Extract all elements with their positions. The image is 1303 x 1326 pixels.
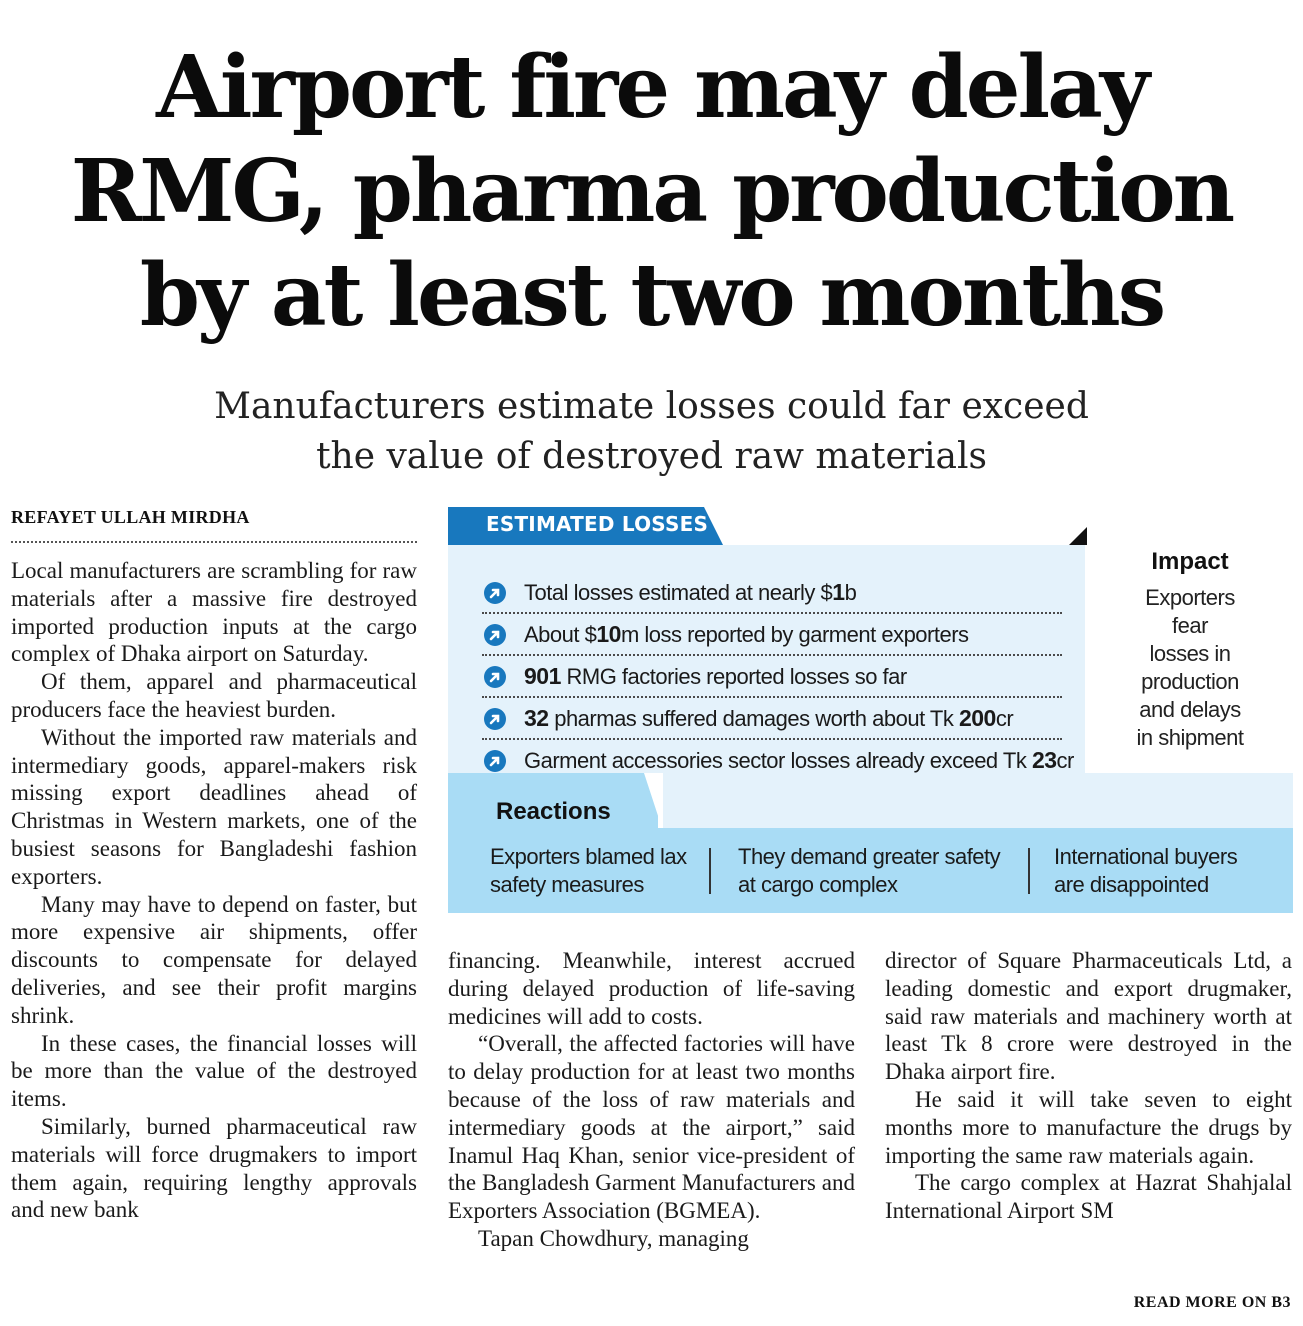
arrow-circle-icon [484, 666, 506, 688]
estimated-losses-tab [448, 507, 723, 545]
arrow-circle-icon [484, 708, 506, 730]
reactions-title: Reactions [496, 798, 611, 825]
paragraph: “Overall, the affected factories will have to delay production for at least two months because of the loss of raw materials and intermediary goods at the airport,” said Inamul Haq Khan, senior vice-president of the Bangladesh Garment Manufacturers and Exporters Association (BGMEA). [448, 1031, 855, 1224]
arrow-circle-icon [484, 624, 506, 646]
paragraph: He said it will take seven to eight months more to manufacture the drugs by importing the same raw materials again. [885, 1086, 1292, 1168]
loss-text: Garment accessories sector losses already exceed Tk 23cr [524, 747, 1074, 773]
impact-line: losses in [1149, 641, 1231, 666]
reaction-line: Exporters blamed lax [490, 844, 687, 869]
subheadline-line: the value of destroyed raw materials [316, 436, 987, 477]
corner-marker [1069, 527, 1087, 545]
impact-line: in shipment [1136, 725, 1244, 750]
subheadline [0, 382, 1303, 482]
reaction-divider [709, 848, 711, 894]
paragraph: Many may have to depend on faster, but more expensive air shipments, offer discounts to compensate for delayed deliveries, and see their profit margins shrink. [11, 891, 417, 1028]
reaction-divider [1028, 848, 1030, 894]
loss-text: Total losses estimated at nearly $1b [524, 579, 857, 605]
impact-line: production [1141, 669, 1239, 694]
reaction-item [738, 843, 1000, 899]
loss-item [482, 698, 1062, 740]
headline-line: by at least two months [139, 245, 1164, 346]
estimated-losses-title: ESTIMATED LOSSES [486, 512, 709, 536]
reaction-line: are disappointed [1054, 872, 1209, 897]
loss-text: About $10m loss reported by garment exporters [524, 621, 969, 647]
paragraph: The cargo complex at Hazrat Shahjalal International Airport SM [885, 1170, 1292, 1224]
paragraph: Similarly, burned pharmaceutical raw materials will force drugmakers to import them again, requiring lengthy approvals and new bank [11, 1113, 417, 1223]
impact-line: fear [1172, 613, 1208, 638]
paragraph: Of them, apparel and pharmaceutical producers face the heaviest burden. [11, 669, 417, 722]
paragraph: Local manufacturers are scrambling for raw materials after a massive fire destroyed imported production inputs at the cargo complex of Dhaka airport on Saturday. [11, 558, 417, 667]
loss-item [482, 614, 1062, 656]
paragraph: Without the imported raw materials and intermediary goods, apparel-makers risk missing export deadlines ahead of Christmas in Western markets, one of the busiest seasons for Bangladeshi fashion exporters. [11, 724, 417, 889]
reaction-line: They demand greater safety [738, 844, 1001, 869]
article-column-2 [448, 947, 855, 1253]
article-column-3 [885, 947, 1292, 1225]
arrow-circle-icon [484, 750, 506, 772]
reaction-line: at cargo complex [738, 872, 898, 897]
loss-text: 901 RMG factories reported losses so far [524, 663, 907, 689]
losses-list [482, 572, 1074, 780]
reaction-line: safety measures [490, 872, 644, 897]
impact-line: Exporters [1145, 585, 1235, 610]
headline-line: RMG, pharma production [70, 141, 1233, 242]
impact-title: Impact [1151, 548, 1229, 575]
headline-line: Airport fire may delay [156, 37, 1147, 138]
impact-line: and delays [1139, 697, 1241, 722]
paragraph: Tapan Chowdhury, managing [478, 1225, 749, 1251]
reactions-panel [448, 773, 1293, 913]
headline [0, 36, 1303, 348]
reaction-line: International buyers [1054, 844, 1238, 869]
loss-item [482, 656, 1062, 698]
read-more-link[interactable]: READ MORE ON B3 [1133, 1294, 1291, 1311]
paragraph: In these cases, the financial losses will be more than the value of the destroyed items. [11, 1030, 417, 1112]
paragraph: director of Square Pharmaceuticals Ltd, a leading domestic and export drugmaker, said raw materials and machinery worth at least Tk 8 crore were destroyed in the Dhaka airport fire. [885, 948, 1292, 1085]
reaction-item [1054, 843, 1237, 899]
byline: REFAYET ULLAH MIRDHA [11, 507, 250, 527]
reactions-header-light [663, 773, 1293, 828]
subheadline-line: Manufacturers estimate losses could far exceed [214, 386, 1089, 427]
article-column-1 [11, 557, 417, 1224]
loss-text: 32 pharmas suffered damages worth about Tk 200cr [524, 705, 1014, 731]
byline-divider [11, 541, 417, 543]
paragraph: financing. Meanwhile, interest accrued during delayed production of life-saving medicines will add to costs. [448, 948, 855, 1029]
loss-item [482, 572, 1062, 614]
reaction-item [490, 843, 687, 899]
arrow-circle-icon [484, 582, 506, 604]
impact-box [1088, 548, 1292, 752]
